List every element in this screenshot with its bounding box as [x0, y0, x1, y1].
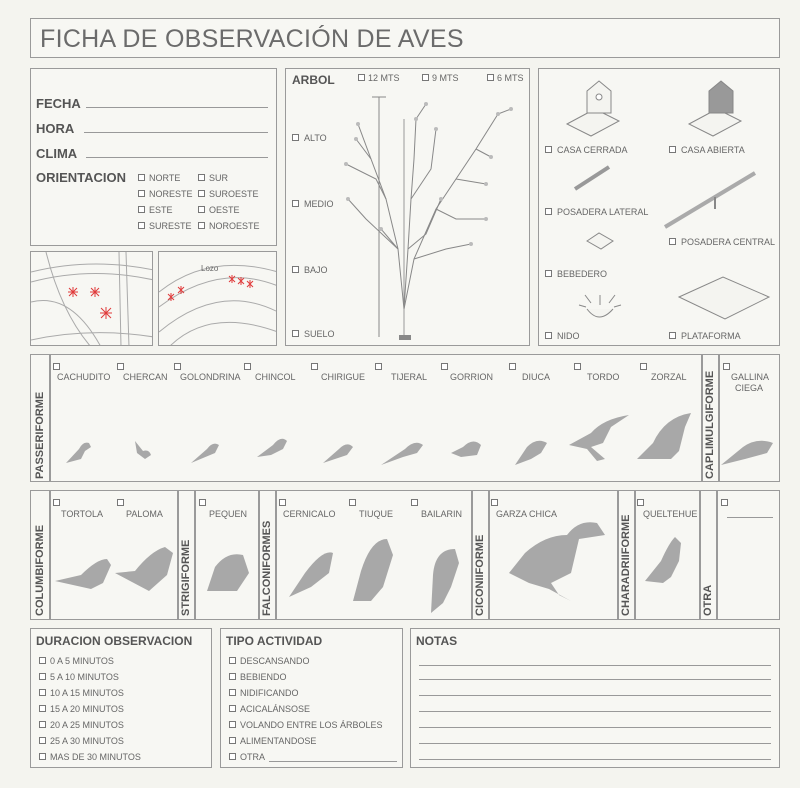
- orientacion-option: OESTE: [209, 205, 240, 215]
- actividad-otra-field[interactable]: [269, 761, 397, 762]
- bailarin-icon: [431, 549, 459, 613]
- gallina-ciega-icon: [721, 441, 773, 465]
- duracion-panel: [30, 628, 212, 768]
- chercan-icon: [135, 441, 151, 459]
- level-option: ALTO: [304, 133, 327, 143]
- duracion-checkbox[interactable]: [39, 689, 46, 696]
- tortola-icon: [55, 559, 111, 589]
- orientacion-checkbox[interactable]: [138, 174, 145, 181]
- structure-option: POSADERA LATERAL: [557, 207, 649, 217]
- group-label: COLUMBIFORME: [34, 524, 46, 616]
- fecha-label: FECHA: [36, 96, 81, 111]
- actividad-checkbox[interactable]: [229, 673, 236, 680]
- tiuque-icon: [353, 539, 393, 601]
- duracion-checkbox[interactable]: [39, 705, 46, 712]
- group-label: CHARADRIIFORME: [620, 514, 632, 616]
- bird-name: CHIRIGUE: [321, 372, 366, 382]
- orientacion-option: SURESTE: [149, 221, 192, 231]
- clima-field[interactable]: [86, 157, 268, 158]
- duracion-option: MAS DE 30 MINUTOS: [50, 752, 141, 762]
- bird-silhouettes-row-2: [31, 491, 781, 621]
- bird-name: GORRION: [450, 372, 494, 382]
- bird-name: CIEGA: [735, 383, 764, 393]
- bird-name: CERNICALO: [283, 509, 336, 519]
- actividad-checkbox[interactable]: [229, 737, 236, 744]
- duracion-checkbox[interactable]: [39, 721, 46, 728]
- actividad-option: ACICALÁNSOSE: [240, 704, 311, 714]
- height-option: 6 MTS: [497, 73, 524, 83]
- tree-icon: [286, 69, 531, 347]
- duracion-option: 5 A 10 MINUTOS: [50, 672, 119, 682]
- duracion-option: 10 A 15 MINUTOS: [50, 688, 124, 698]
- arbol-panel: [285, 68, 530, 346]
- hora-field[interactable]: [84, 132, 268, 133]
- group-label: CAPLIMULGIFORME: [704, 370, 716, 479]
- tordo-icon: [569, 415, 629, 461]
- actividad-option: OTRA: [240, 752, 266, 762]
- actividad-option: BEBIENDO: [240, 672, 287, 682]
- bird-name: CHERCAN: [123, 372, 168, 382]
- duracion-checkbox[interactable]: [39, 673, 46, 680]
- chirigue-icon: [323, 444, 353, 463]
- group-label: FALCONIFORMES: [261, 520, 273, 616]
- bird-name: PEQUEN: [209, 509, 248, 519]
- zorzal-icon: [637, 413, 691, 459]
- queltehue-icon: [645, 537, 681, 583]
- structure-checkbox[interactable]: [545, 332, 552, 339]
- structures-panel: [538, 68, 780, 346]
- notas-line[interactable]: [419, 727, 771, 728]
- bird-name: QUELTEHUE: [643, 509, 698, 519]
- map-left-drawing: [31, 252, 153, 346]
- orientacion-checkbox[interactable]: [198, 222, 205, 229]
- orientacion-checkbox[interactable]: [138, 222, 145, 229]
- structure-checkbox[interactable]: [669, 238, 676, 245]
- bird-name: TORDO: [587, 372, 620, 382]
- orientacion-checkbox[interactable]: [138, 190, 145, 197]
- notas-line[interactable]: [419, 679, 771, 680]
- bird-name: GOLONDRINA: [180, 372, 241, 382]
- orientacion-option: NORESTE: [149, 189, 193, 199]
- level-option: SUELO: [304, 329, 335, 339]
- bird-name: GALLINA: [731, 372, 770, 382]
- page-title: FICHA DE OBSERVACIÓN DE AVES: [40, 25, 464, 53]
- structure-option: PLATAFORMA: [681, 331, 741, 341]
- actividad-checkbox[interactable]: [229, 753, 236, 760]
- bird-name: CHINCOL: [255, 372, 296, 382]
- structure-checkbox[interactable]: [669, 332, 676, 339]
- actividad-option: VOLANDO ENTRE LOS ÁRBOLES: [240, 720, 383, 730]
- group-label: PASSERIFORME: [34, 391, 46, 479]
- orientacion-option: ESTE: [149, 205, 173, 215]
- diuca-icon: [515, 441, 547, 465]
- orientacion-label: ORIENTACION: [36, 170, 127, 185]
- height-option: 9 MTS: [432, 73, 459, 83]
- structure-checkbox[interactable]: [545, 270, 552, 277]
- structure-checkbox[interactable]: [669, 146, 676, 153]
- cachudito-icon: [66, 443, 91, 463]
- bird-name: TIJERAL: [391, 372, 428, 382]
- arbol-title: ARBOL: [292, 73, 335, 87]
- orientacion-checkbox[interactable]: [198, 206, 205, 213]
- bird-name: DIUCA: [522, 372, 551, 382]
- map-right[interactable]: [158, 251, 277, 346]
- structure-option: CASA CERRADA: [557, 145, 628, 155]
- notas-line[interactable]: [419, 759, 771, 760]
- paloma-icon: [115, 547, 173, 591]
- actividad-title: TIPO ACTIVIDAD: [226, 634, 323, 648]
- duracion-checkbox[interactable]: [39, 657, 46, 664]
- duracion-checkbox[interactable]: [39, 753, 46, 760]
- duracion-option: 20 A 25 MINUTOS: [50, 720, 124, 730]
- orientacion-option: NORTE: [149, 173, 181, 183]
- actividad-option: DESCANSANDO: [240, 656, 310, 666]
- garza-chica-icon: [509, 522, 605, 601]
- chincol-icon: [257, 439, 287, 457]
- notas-line[interactable]: [419, 665, 771, 666]
- actividad-checkbox[interactable]: [229, 689, 236, 696]
- group-label: OTRA: [702, 584, 714, 616]
- birds-row-2: [30, 490, 780, 620]
- notas-line[interactable]: [419, 695, 771, 696]
- notas-line[interactable]: [419, 743, 771, 744]
- notas-line[interactable]: [419, 711, 771, 712]
- orientacion-option: SUR: [209, 173, 229, 183]
- notas-title: NOTAS: [416, 634, 458, 648]
- structure-option: POSADERA CENTRAL: [681, 237, 776, 247]
- clima-label: CLIMA: [36, 146, 78, 161]
- orientacion-checkbox[interactable]: [198, 174, 205, 181]
- orientacion-option: NOROESTE: [209, 221, 260, 231]
- map-label: Lozo: [201, 264, 219, 273]
- bird-name: CACHUDITO: [57, 372, 111, 382]
- fecha-field[interactable]: [86, 107, 268, 108]
- orientacion-option: SUROESTE: [209, 189, 259, 199]
- actividad-panel: [220, 628, 403, 768]
- duracion-checkbox[interactable]: [39, 737, 46, 744]
- structure-option: CASA ABIERTA: [681, 145, 745, 155]
- hora-label: HORA: [36, 121, 75, 136]
- orientacion-checkbox[interactable]: [138, 206, 145, 213]
- structure-option: BEBEDERO: [557, 269, 608, 279]
- bird-name: TIUQUE: [359, 509, 394, 519]
- actividad-checkbox[interactable]: [229, 721, 236, 728]
- golondrina-icon: [191, 444, 219, 463]
- bird-name: GARZA CHICA: [496, 509, 558, 519]
- bird-name: BAILARIN: [421, 509, 463, 519]
- bird-name: PALOMA: [126, 509, 163, 519]
- bird-silhouettes-row-1: [31, 355, 781, 483]
- group-label: CICONIIFORME: [474, 534, 486, 616]
- actividad-option: NIDIFICANDO: [240, 688, 299, 698]
- actividad-option: ALIMENTANDOSE: [240, 736, 317, 746]
- duracion-option: 15 A 20 MINUTOS: [50, 704, 124, 714]
- height-option: 12 MTS: [368, 73, 400, 83]
- bird-name: TORTOLA: [61, 509, 104, 519]
- duracion-title: DURACION OBSERVACION: [36, 634, 193, 648]
- orientacion-checkbox[interactable]: [198, 190, 205, 197]
- structure-checkbox[interactable]: [545, 146, 552, 153]
- map-left[interactable]: [30, 251, 153, 346]
- title-box: [30, 18, 780, 58]
- level-option: BAJO: [304, 265, 328, 275]
- bird-name: ZORZAL: [651, 372, 687, 382]
- actividad-checkbox[interactable]: [229, 657, 236, 664]
- structure-checkbox[interactable]: [545, 208, 552, 215]
- group-label: STRIGIFORME: [180, 539, 192, 616]
- level-option: MEDIO: [304, 199, 334, 209]
- pequen-icon: [207, 554, 249, 591]
- duracion-option: 25 A 30 MINUTOS: [50, 736, 124, 746]
- info-panel: [30, 68, 277, 246]
- actividad-checkbox[interactable]: [229, 705, 236, 712]
- tijeral-icon: [381, 443, 423, 465]
- structure-option: NIDO: [557, 331, 580, 341]
- cernicalo-icon: [289, 552, 333, 597]
- notas-panel: [410, 628, 780, 768]
- gorrion-icon: [451, 441, 481, 457]
- birds-row-1: [30, 354, 780, 482]
- duracion-option: 0 A 5 MINUTOS: [50, 656, 114, 666]
